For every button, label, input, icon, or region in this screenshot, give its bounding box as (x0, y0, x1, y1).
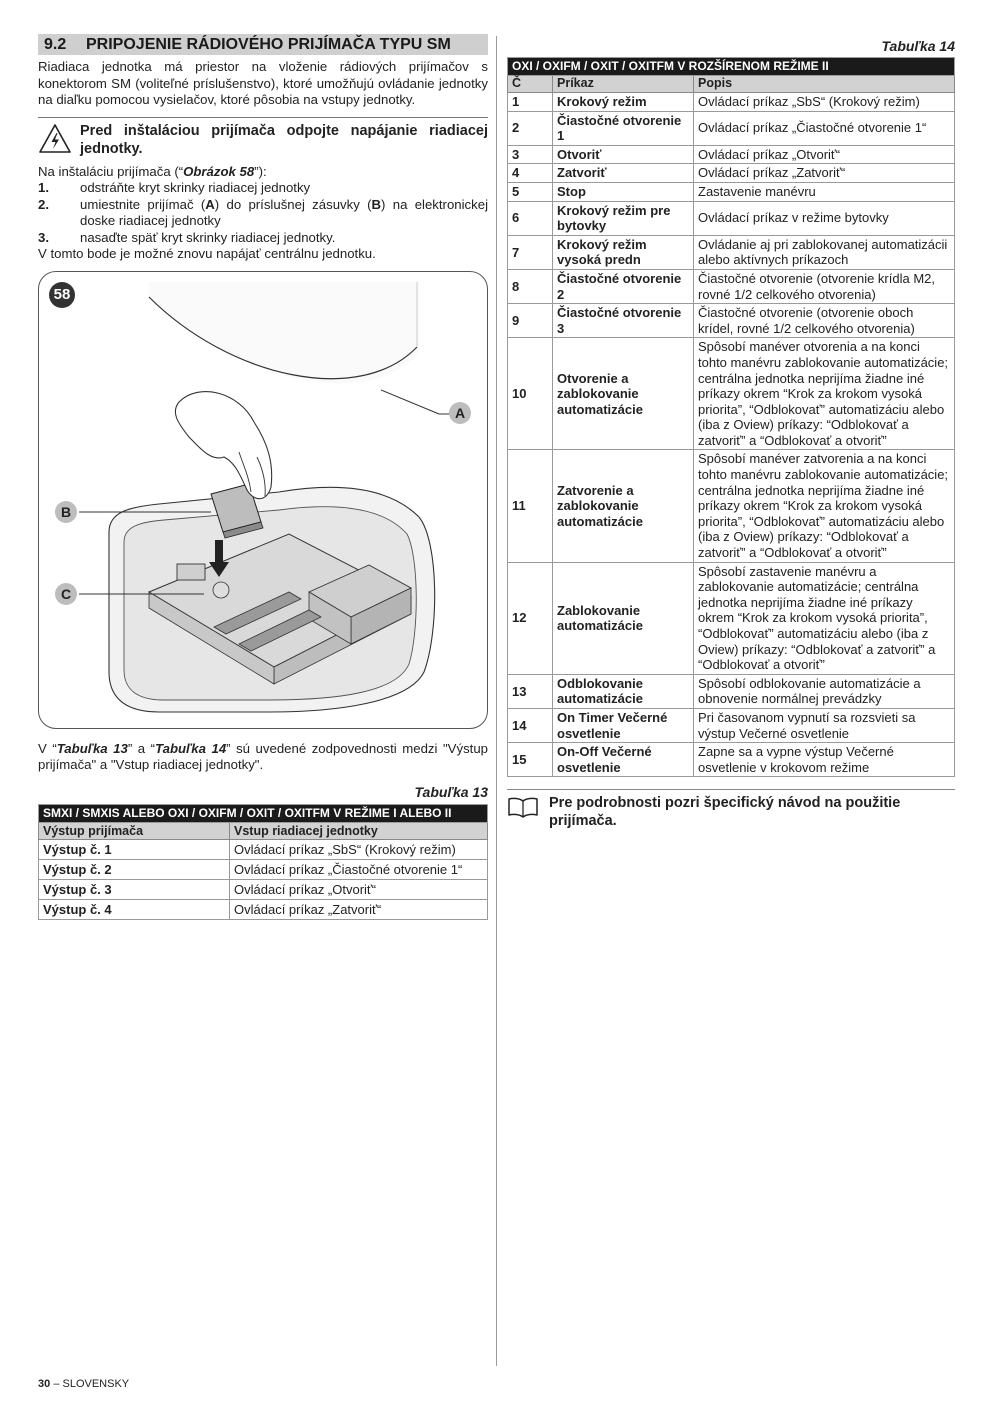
table-row (508, 145, 955, 164)
table14-header: Popis (694, 76, 955, 93)
row-number: 10 (508, 338, 553, 450)
page-number: 30 (38, 1378, 51, 1390)
receiver-installation-illustration (39, 272, 487, 728)
row-number: 9 (508, 304, 553, 338)
table-row (508, 304, 955, 338)
command-name: Otvorenie a zablokovanie automatizácie (553, 338, 694, 450)
table-row (508, 111, 955, 145)
figure-ref[interactable]: Obrázok 58 (183, 163, 255, 179)
callout-a: A (449, 402, 471, 424)
table13-caption: Tabuľka 13 (414, 783, 488, 800)
right-column (507, 38, 955, 830)
command-name: Stop (553, 182, 694, 201)
command-description: Ovládací príkaz „Čiastočné otvorenie 1“ (694, 111, 955, 145)
table14-title: OXI / OXIFM / OXIT / OXITFM V ROZŠÍRENOM REŽIME II (508, 58, 955, 76)
command-name: Čiastočné otvorenie 1 (553, 111, 694, 145)
table-row: Výstup č. 2 Ovládací príkaz „Čiastočné otvorenie 1“ (39, 859, 488, 879)
command-name: Zatvoriť (553, 164, 694, 183)
table-row (508, 338, 955, 450)
command-description: Zapne sa a vypne výstup Večerné osvetlenie v krokovom režime (694, 743, 955, 777)
row-number: 4 (508, 164, 553, 183)
row-number: 1 (508, 93, 553, 112)
command-description: Čiastočné otvorenie (otvorenie oboch krídel, rovné 1/2 celkového otvorenia) (694, 304, 955, 338)
table13-header: Výstup prijímača (39, 822, 230, 839)
row-number: 13 (508, 674, 553, 708)
row-number: 2 (508, 111, 553, 145)
command-description: Ovládací príkaz „Otvoriť“ (694, 145, 955, 164)
command-name: Odblokovanie automatizácie (553, 674, 694, 708)
electric-hazard-icon (38, 122, 72, 156)
command-name: On-Off Večerné osvetlenie (553, 743, 694, 777)
table-reference-paragraph: V “Tabuľka 13” a “Tabuľka 14” sú uvedené zodpovednosti medzi "Výstup prijímača" a "Vstup riadiacej jednotky". (38, 740, 488, 772)
row-number: 15 (508, 743, 553, 777)
left-column (38, 34, 488, 920)
table14-header: Príkaz (553, 76, 694, 93)
row-number: 14 (508, 708, 553, 742)
table-14 (507, 57, 955, 777)
table-13 (38, 804, 488, 920)
section-heading (38, 34, 488, 55)
command-description: Spôsobí zastavenie manévru a zablokovanie automatizácie; centrálna jednotka neprijíma žiadne iné príkazy okrem “Krok za krokom vysoká priorita”, “Odblokovať” automatizáciu alebo (iba z Oview) príkazy: “Odblokovať a zatvoriť” a “Odblokovať a otvoriť” (694, 562, 955, 674)
table14-header: Č (508, 76, 553, 93)
table-row (508, 743, 955, 777)
install-steps (38, 164, 488, 263)
command-description: Ovládací príkaz „Zatvoriť“ (694, 164, 955, 183)
table-row (508, 235, 955, 269)
column-divider (496, 36, 497, 1366)
command-description: Ovládací príkaz „SbS“ (Krokový režim) (694, 93, 955, 112)
command-name: Zablokovanie automatizácie (553, 562, 694, 674)
install-after: V tomto bode je možné znovu napájať centrálnu jednotku. (38, 246, 376, 261)
command-name: Čiastočné otvorenie 2 (553, 269, 694, 303)
command-name: On Timer Večerné osvetlenie (553, 708, 694, 742)
table14-ref[interactable]: Tabuľka 14 (155, 740, 227, 756)
row-number: 7 (508, 235, 553, 269)
install-lead: Na inštaláciu prijímača (“Obrázok 58”): (38, 163, 267, 179)
step-1: 1. odstráňte kryt skrinky riadiacej jednotky (38, 180, 311, 195)
command-description: Zastavenie manévru (694, 182, 955, 201)
table-row (508, 269, 955, 303)
section-title: PRIPOJENIE RÁDIOVÉHO PRIJÍMAČA TYPU SM (86, 35, 451, 53)
table-row (508, 450, 955, 562)
row-number: 12 (508, 562, 553, 674)
note-block (507, 789, 955, 830)
table-row (508, 93, 955, 112)
footer-language: – SLOVENSKY (53, 1378, 130, 1390)
callout-c: C (55, 583, 77, 605)
command-description: Spôsobí odblokovanie automatizácie a obnovenie normálnej prevádzky (694, 674, 955, 708)
row-number: 3 (508, 145, 553, 164)
table-row (508, 674, 955, 708)
command-description: Ovládací príkaz v režime bytovky (694, 201, 955, 235)
table-row (508, 164, 955, 183)
table-row (508, 201, 955, 235)
command-description: Spôsobí manéver otvorenia a na konci tohto manévru zablokovanie automatizácie; centrálna jednotka neprijíma žiadne iné príkazy okrem “Krok za krokom vysoká priorita”, “Odblokovať” automatizáciu alebo (iba z Oview) príkazy: “Odblokovať a zatvoriť” a “Odblokovať a otvoriť” (694, 338, 955, 450)
command-name: Čiastočné otvorenie 3 (553, 304, 694, 338)
command-description: Pri časovanom vypnutí sa rozsvieti sa výstup Večerné osvetlenie (694, 708, 955, 742)
row-number: 5 (508, 182, 553, 201)
table-row (508, 708, 955, 742)
open-book-icon (507, 796, 539, 818)
row-number: 8 (508, 269, 553, 303)
command-name: Zatvorenie a zablokovanie automatizácie (553, 450, 694, 562)
note-text: Pre podrobnosti pozri špecifický návod na použitie prijímača. (549, 795, 901, 830)
table14-caption: Tabuľka 14 (881, 38, 955, 54)
table14-body (508, 93, 955, 777)
step-3: 3. nasaďte späť kryt skrinky riadiacej jednotky. (38, 229, 336, 245)
figure-58 (38, 271, 488, 729)
page-footer (38, 1378, 129, 1390)
table13-ref[interactable]: Tabuľka 13 (56, 740, 128, 756)
command-description: Spôsobí manéver zatvorenia a na konci tohto manévru zablokovanie automatizácie; centrálna jednotka neprijíma žiadne iné príkazy okrem “Krok za krokom vysoká priorita”, “Odblokovať” automatizáciu alebo (iba z Oview) príkazy: “Odblokovať a zatvoriť” a “Odblokovať a otvoriť” (694, 450, 955, 562)
callout-b: B (55, 501, 77, 523)
table-row: Výstup č. 1 Ovládací príkaz „SbS“ (Krokový režim) (39, 839, 488, 859)
warning-block (38, 117, 488, 158)
command-description: Ovládanie aj pri zablokovanej automatizácii alebo aktívnych príkazoch (694, 235, 955, 269)
section-number: 9.2 (44, 35, 67, 53)
table-row (508, 182, 955, 201)
step-2: 2. umiestnite prijímač (A) do príslušnej zásuvky (B) na elektronickej doske riadiacej jednotky (38, 196, 488, 228)
row-number: 11 (508, 450, 553, 562)
row-number: 6 (508, 201, 553, 235)
command-name: Otvoriť (553, 145, 694, 164)
command-name: Krokový režim vysoká predn (553, 235, 694, 269)
table-row: Výstup č. 3 Ovládací príkaz „Otvoriť“ (39, 879, 488, 899)
table13-title: SMXI / SMXIS ALEBO OXI / OXIFM / OXIT / OXITFM V REŽIME I ALEBO II (39, 804, 488, 822)
command-name: Krokový režim pre bytovky (553, 201, 694, 235)
table13-header: Vstup riadiacej jednotky (230, 822, 488, 839)
intro-paragraph: Riadiaca jednotka má priestor na vloženie rádiových prijímačov s konektorom SM (voliteľné príslušenstvo), ktoré umožňujú ovládanie jednotky na diaľku pomocou vysielačov, ktoré pôsobia na vstupy jednotky. (38, 59, 488, 107)
warning-text: Pred inštaláciou prijímača odpojte napájanie riadiacej jednotky. (80, 122, 488, 157)
table-row (508, 562, 955, 674)
figure-number-badge: 58 (49, 282, 75, 308)
command-description: Čiastočné otvorenie (otvorenie krídla M2, rovné 1/2 celkového otvorenia) (694, 269, 955, 303)
table-row: Výstup č. 4 Ovládací príkaz „Zatvoriť“ (39, 899, 488, 919)
command-name: Krokový režim (553, 93, 694, 112)
